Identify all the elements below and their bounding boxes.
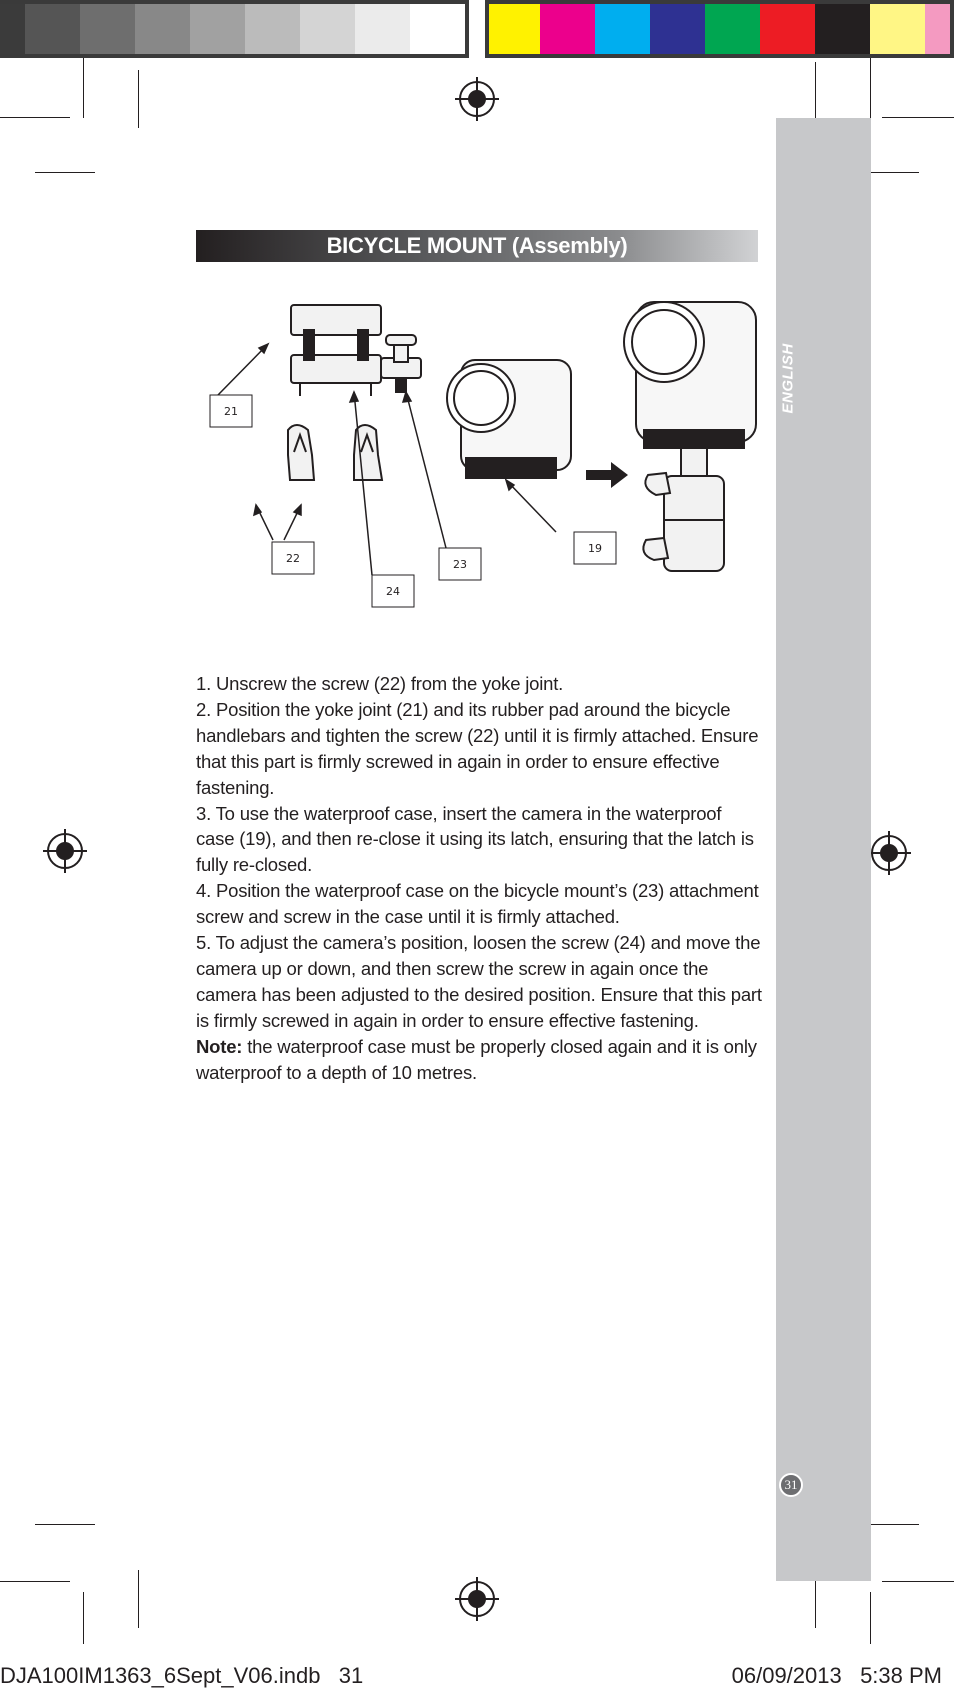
note-text: the waterproof case must be properly closed again and it is only waterproof to a depth of 10 metres. xyxy=(196,1035,757,1083)
registration-mark-bottom xyxy=(454,1576,500,1622)
note-paragraph xyxy=(196,1034,762,1086)
note-label: Note: xyxy=(196,1035,243,1057)
callout-21: 21 xyxy=(224,405,238,418)
language-side-band xyxy=(776,118,871,1581)
instruction-step-5: 5. To adjust the camera’s position, loosen the screw (24) and move the camera up or down, and then screw the screw in again once the camera has been adjusted to the desired position. Ensure that this part is firmly screwed in again in order to ensure effective fastening. xyxy=(196,932,762,1031)
registration-mark-right xyxy=(866,830,912,876)
instructions-text xyxy=(196,671,762,1086)
callout-23: 23 xyxy=(453,558,467,571)
registration-mark-top xyxy=(454,76,500,122)
instruction-step-1: 1. Unscrew the screw (22) from the yoke joint. xyxy=(196,673,564,694)
section-title: BICYCLE MOUNT (Assembly) xyxy=(196,230,758,262)
bicycle-mount-illustration xyxy=(196,280,766,640)
instruction-step-2: 2. Position the yoke joint (21) and its rubber pad around the bicycle handlebars and tighten the screw (22) until it is firmly attached. Ensure that this part is firmly screwed in again in order to ensure effective fastening. xyxy=(196,698,759,798)
callout-22: 22 xyxy=(286,552,300,565)
instruction-step-4: 4. Position the waterproof case on the bicycle mount’s (23) attachment screw and screw in the case until it is firmly attached. xyxy=(196,880,759,928)
footer-file-slug: DJA100IM1363_6Sept_V06.indb 31 xyxy=(0,1663,364,1688)
color-swatch-frame xyxy=(485,0,954,58)
page-number-badge: 31 xyxy=(779,1473,803,1497)
callout-19: 19 xyxy=(588,542,602,555)
gray-swatch-frame xyxy=(0,0,469,58)
footer-timestamp: 06/09/2013 5:38 PM xyxy=(731,1663,942,1688)
instruction-step-3: 3. To use the waterproof case, insert the camera in the waterproof case (19), and then re-close it using its latch, ensuring that the latch is fully re-closed. xyxy=(196,802,754,876)
registration-mark-left xyxy=(42,828,88,874)
callout-24: 24 xyxy=(386,585,400,598)
language-label: ENGLISH xyxy=(779,343,797,414)
